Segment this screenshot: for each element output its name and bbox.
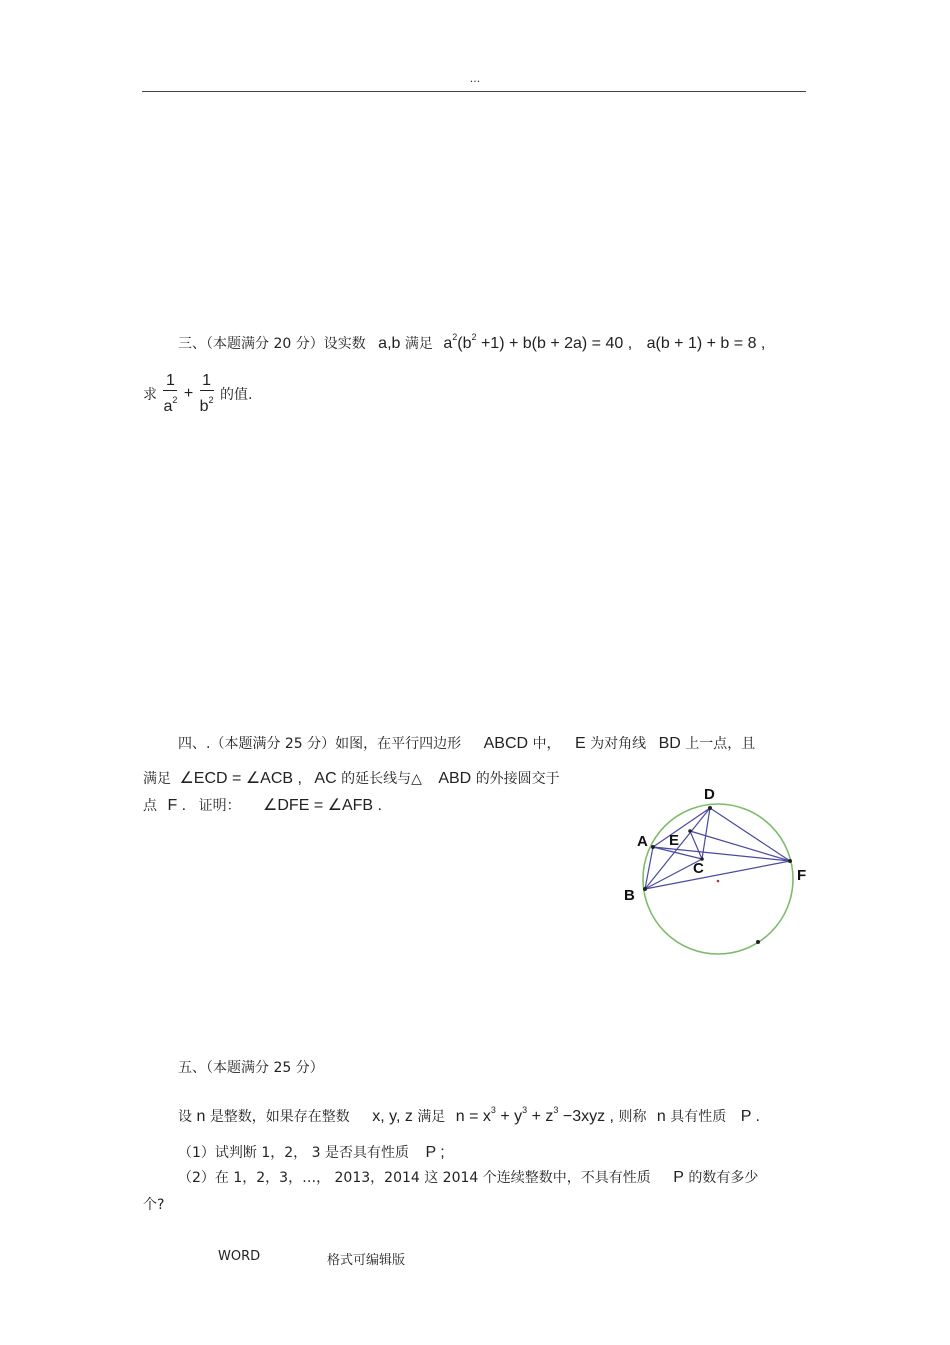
q4-abd: ABD bbox=[438, 770, 472, 787]
q3-fraction-1: $\frac{1}{a^2}$ bbox=[163, 372, 178, 415]
q3-fraction-2: $\frac{1}{b^2}$ bbox=[199, 372, 214, 415]
q5-part1 bbox=[178, 1142, 445, 1162]
q4-abcd: ABCD bbox=[483, 735, 529, 752]
q5-n: n bbox=[196, 1108, 206, 1125]
q5-part2-text: （2）在 1，2，3，…， 2013，2014 这 2014 个连续整数中，不具有性质 bbox=[178, 1170, 651, 1186]
q4-f: F . bbox=[167, 797, 187, 814]
q5-title: 五、（本题满分 25 分） bbox=[178, 1060, 324, 1076]
q3-tail: 的值. bbox=[220, 387, 253, 403]
q5-part2 bbox=[178, 1167, 758, 1187]
q3-eq1: $a^2(b^2 +1) + b(b + 2a) = 40$ , bbox=[443, 332, 633, 352]
q3-line2 bbox=[143, 372, 252, 416]
q4-mid2: 为对角线 bbox=[590, 736, 647, 752]
q4-line1 bbox=[178, 733, 755, 753]
q5-part2-p: P bbox=[673, 1169, 684, 1186]
q4-lead: 四、.（本题满分 25 分）如图，在平行四边形 bbox=[178, 736, 462, 752]
q5-part1-text: （1）试判断 1，2， 3 是否具有性质 bbox=[178, 1145, 409, 1161]
footer-editable: 格式可编辑版 bbox=[327, 1253, 406, 1268]
point-d bbox=[708, 806, 712, 810]
footer-word: WORD bbox=[218, 1249, 261, 1264]
header-marker: ... bbox=[469, 72, 481, 85]
label-d: D bbox=[704, 786, 715, 803]
q4-prove: 证明： bbox=[198, 798, 241, 814]
point-b bbox=[643, 887, 647, 891]
q5-a: 是整数，如果存在整数 bbox=[209, 1109, 350, 1125]
point-e bbox=[688, 829, 692, 833]
q4-e: E bbox=[574, 735, 586, 752]
q4-end: 上一点，且 bbox=[685, 736, 756, 752]
q4-line2-mid: 的延长线与△ bbox=[341, 771, 422, 787]
label-c: C bbox=[693, 860, 704, 877]
q5-lead: 设 bbox=[178, 1109, 192, 1125]
q5-part2-cont: 个? bbox=[143, 1197, 165, 1213]
q4-ac: AC bbox=[314, 770, 337, 787]
circumcircle bbox=[643, 804, 793, 954]
q5-p: P . bbox=[740, 1108, 760, 1125]
q4-line2 bbox=[143, 768, 560, 788]
q5-c: 则称 bbox=[618, 1109, 647, 1125]
q4-line3 bbox=[143, 795, 382, 815]
q3-eq2: a(b + 1) + b = 8 , bbox=[646, 335, 766, 352]
q5-part1-p: P ; bbox=[425, 1144, 445, 1161]
q5-eq: $n = x^3 + y^3 + z^3 -3xyz$ , bbox=[455, 1105, 614, 1125]
q3-line1 bbox=[178, 332, 765, 353]
q3-ask: 求 bbox=[143, 387, 157, 403]
q4-mid: 中， bbox=[532, 736, 561, 752]
q5-d: 具有性质 bbox=[670, 1109, 727, 1125]
q3-lead: 三、（本题满分 20 分）设实数 bbox=[178, 336, 366, 352]
point-a bbox=[651, 845, 655, 849]
q4-angle2: ∠DFE = ∠AFB . bbox=[263, 797, 382, 814]
geometry-figure bbox=[615, 778, 815, 968]
q4-line2-end: 的外接圆交于 bbox=[475, 771, 560, 787]
q5-part2-end: 的数有多少 bbox=[688, 1170, 759, 1186]
q3-vars: a,b bbox=[378, 335, 401, 352]
header-rule bbox=[142, 91, 806, 92]
point-f bbox=[788, 859, 792, 863]
circle-center bbox=[717, 880, 720, 883]
q4-line2-lead: 满足 bbox=[143, 771, 171, 787]
figure-lines bbox=[645, 808, 790, 889]
label-b: B bbox=[624, 887, 635, 904]
label-a: A bbox=[637, 833, 648, 850]
q3-plus: + bbox=[183, 385, 194, 402]
label-e: E bbox=[669, 832, 680, 849]
q5-n2: n bbox=[656, 1108, 666, 1125]
q5-line1 bbox=[178, 1105, 760, 1126]
q4-bd: BD bbox=[658, 735, 681, 752]
label-f: F bbox=[797, 867, 807, 884]
q4-angle1: ∠ECD = ∠ACB , bbox=[179, 770, 302, 787]
q5-b: 满足 bbox=[417, 1109, 446, 1125]
q4-line3-lead: 点 bbox=[143, 798, 157, 814]
point-extra bbox=[756, 940, 760, 944]
q3-satisfy: 满足 bbox=[404, 336, 433, 352]
q5-xyz: x, y, z bbox=[372, 1108, 413, 1125]
